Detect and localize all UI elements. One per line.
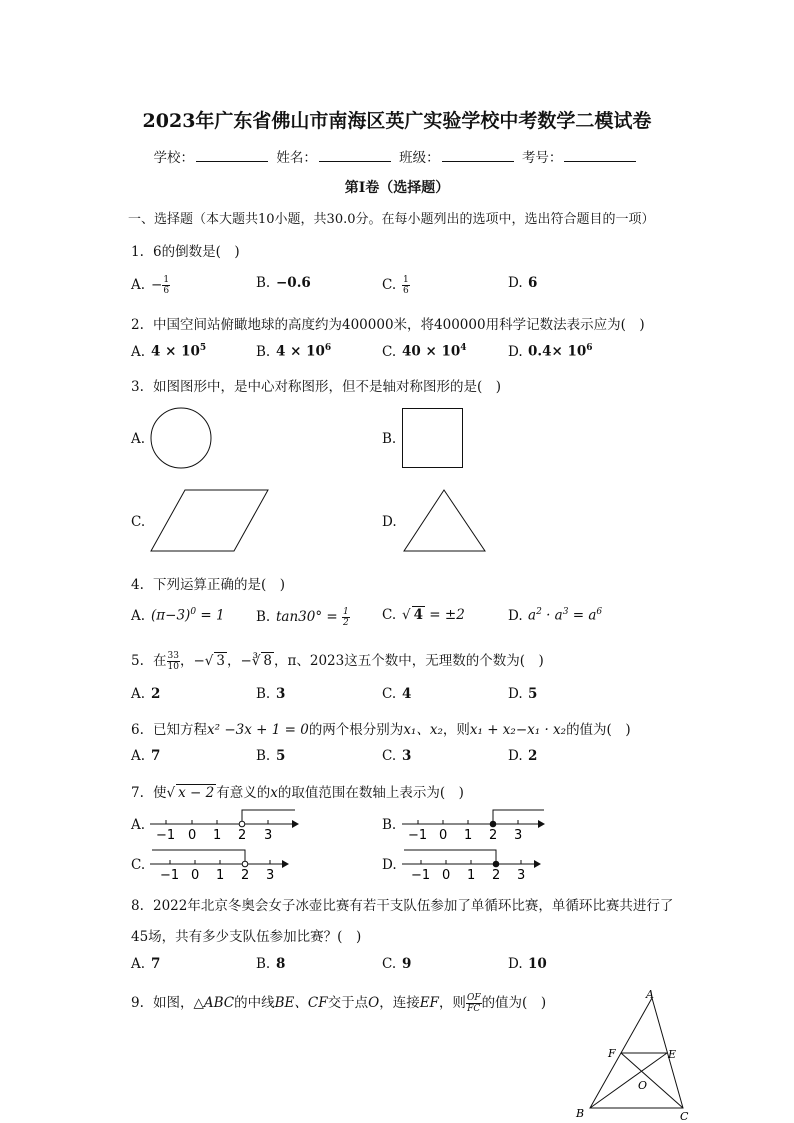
radicand: 4 bbox=[413, 607, 424, 623]
class-label: 班级： bbox=[399, 150, 440, 166]
name-label: 姓名： bbox=[276, 150, 317, 166]
tick-label: 0 bbox=[439, 828, 448, 843]
option-result: = 1 bbox=[196, 607, 225, 624]
exam-no-blank[interactable] bbox=[564, 149, 636, 162]
part-heading: 一、选择题（本大题共10小题，共30.0分。在每小题列出的选项中，选出符合题目的一项） bbox=[128, 212, 655, 227]
option-letter: A. bbox=[131, 607, 146, 624]
option-value: 4 bbox=[402, 686, 412, 702]
point-b-label: B bbox=[576, 1107, 585, 1120]
question-text: 的值为( ) bbox=[566, 722, 631, 738]
tick-label: 2 bbox=[492, 868, 501, 883]
option-value: 40 × 10 bbox=[402, 343, 461, 360]
school-blank[interactable] bbox=[196, 149, 268, 162]
question-text: 交于点 bbox=[327, 995, 369, 1011]
question-8-line2: 45场，共有多少支队伍参加比赛？( ) bbox=[131, 929, 362, 945]
triangle-name: △ABC bbox=[193, 995, 235, 1011]
question-text: 如图图形中，是中心对称图形，但不是轴对称图形的是( ) bbox=[153, 379, 502, 395]
exponent: 3 bbox=[562, 607, 569, 617]
tick-label: 1 bbox=[464, 828, 473, 843]
tick-label: −1 bbox=[156, 828, 176, 843]
option-letter: B. bbox=[256, 609, 271, 625]
question-text: ，π、2023这五个数中，无理数的个数为( ) bbox=[273, 653, 544, 669]
tick-label: −1 bbox=[411, 868, 431, 883]
question-9 bbox=[131, 991, 546, 1014]
q7-option-b-label[interactable]: B. bbox=[382, 817, 397, 833]
q4-option-b[interactable] bbox=[256, 607, 350, 628]
option-value: 8 bbox=[276, 956, 286, 972]
option-expr: · a bbox=[541, 607, 563, 624]
option-letter: C. bbox=[382, 686, 397, 702]
option-letter: C. bbox=[382, 277, 397, 293]
tick-label: 3 bbox=[266, 868, 275, 883]
point-f-label: F bbox=[608, 1047, 616, 1060]
q4-option-d[interactable] bbox=[508, 607, 602, 624]
question-text: 在 bbox=[153, 653, 167, 669]
question-text: 的中线 bbox=[234, 995, 275, 1011]
option-letter: A. bbox=[131, 956, 146, 972]
option-value: 3 bbox=[276, 686, 286, 702]
tick-label: 3 bbox=[264, 828, 273, 843]
denominator: 6 bbox=[163, 286, 170, 296]
q3-option-c-label[interactable]: C. bbox=[131, 514, 146, 530]
q1-option-a[interactable] bbox=[131, 275, 170, 296]
question-number: 5. bbox=[131, 653, 144, 669]
number-line-b bbox=[402, 808, 552, 844]
denominator: 2 bbox=[343, 618, 349, 628]
equation: x² −3x + 1 = 0 bbox=[207, 722, 309, 738]
number-line-d bbox=[402, 848, 552, 884]
option-letter: A. bbox=[131, 686, 146, 702]
question-number: 6. bbox=[131, 722, 144, 738]
option-value: 5 bbox=[528, 686, 538, 702]
question-text: ，则 bbox=[442, 722, 470, 738]
q4-option-a[interactable] bbox=[131, 607, 225, 624]
q8-option-b[interactable] bbox=[256, 956, 285, 972]
option-value: 4 × 10 bbox=[276, 343, 325, 360]
option-letter: D. bbox=[508, 686, 523, 702]
question-text: 6的倒数是( ) bbox=[153, 244, 240, 260]
radicand: x − 2 bbox=[178, 785, 215, 801]
q1-option-b[interactable] bbox=[256, 275, 311, 291]
q7-option-c-label[interactable]: C. bbox=[131, 857, 146, 873]
option-value: 9 bbox=[402, 956, 412, 972]
question-text: 有意义的 bbox=[216, 785, 271, 801]
point-o-label: O bbox=[638, 1079, 648, 1092]
exponent: 4 bbox=[460, 343, 467, 353]
option-expr: (π−3) bbox=[151, 607, 191, 624]
question-7 bbox=[131, 781, 464, 801]
q7-option-d-label[interactable]: D. bbox=[382, 857, 397, 873]
question-number: 8. bbox=[131, 898, 144, 914]
question-number: 3. bbox=[131, 379, 144, 395]
page-title: 2023年广东省佛山市南海区英广实验学校中考数学二模试卷 bbox=[142, 110, 652, 132]
question-text: 使 bbox=[153, 785, 167, 801]
option-value: 5 bbox=[276, 748, 286, 764]
exponent: 5 bbox=[199, 343, 207, 353]
triangle-shape bbox=[403, 489, 487, 553]
q5-option-d[interactable] bbox=[508, 686, 537, 702]
option-letter: D. bbox=[508, 275, 523, 291]
option-letter: C. bbox=[382, 607, 397, 623]
variable: x bbox=[270, 785, 278, 801]
exam-info bbox=[0, 146, 794, 166]
exam-no-label: 考号： bbox=[521, 150, 563, 166]
q6-option-a[interactable] bbox=[131, 748, 160, 764]
option-value: 7 bbox=[151, 956, 161, 972]
sqrt-icon: √ bbox=[402, 607, 411, 623]
q3-option-b-label[interactable]: B. bbox=[382, 431, 397, 447]
q6-option-b[interactable] bbox=[256, 748, 285, 764]
option-result: = ±2 bbox=[425, 607, 465, 623]
question-number: 7. bbox=[131, 785, 144, 801]
section-title: 第I卷（选择题） bbox=[344, 180, 450, 196]
option-value: −0.6 bbox=[276, 275, 311, 291]
median-names: BE、CF bbox=[274, 995, 328, 1011]
question-3 bbox=[131, 375, 501, 395]
q8-option-a[interactable] bbox=[131, 956, 160, 972]
option-letter: B. bbox=[256, 275, 271, 291]
option-letter: B. bbox=[256, 343, 271, 360]
question-text: 的值为( ) bbox=[481, 995, 547, 1011]
question-number: 2. bbox=[131, 317, 144, 333]
triangle-diagram bbox=[572, 988, 692, 1123]
q2-option-a[interactable] bbox=[131, 343, 206, 360]
exponent: 2 bbox=[536, 607, 542, 617]
q5-option-c[interactable] bbox=[382, 686, 411, 702]
question-text: 如图， bbox=[153, 995, 194, 1011]
q3-option-a-label[interactable]: A. bbox=[131, 431, 146, 447]
option-letter: D. bbox=[508, 748, 523, 764]
q6-option-d[interactable] bbox=[508, 748, 537, 764]
name-blank[interactable] bbox=[319, 149, 391, 162]
tick-label: 1 bbox=[467, 868, 476, 883]
option-value: 6 bbox=[528, 275, 538, 291]
option-expr: = a bbox=[568, 607, 597, 624]
tick-label: −1 bbox=[160, 868, 180, 883]
class-blank[interactable] bbox=[442, 149, 514, 162]
question-text: ，连接 bbox=[379, 995, 420, 1011]
option-letter: C. bbox=[382, 343, 397, 360]
question-1 bbox=[131, 240, 240, 260]
radicand: 3 bbox=[216, 653, 225, 669]
expression: x₁ + x₂−x₁ · x₂ bbox=[469, 722, 567, 738]
question-number: 9. bbox=[131, 995, 144, 1011]
parallelogram-shape bbox=[150, 489, 270, 553]
roots: x₁、x₂ bbox=[403, 722, 443, 738]
question-2 bbox=[131, 313, 645, 333]
question-number: 4. bbox=[131, 577, 144, 593]
q2-option-d[interactable] bbox=[508, 343, 593, 360]
option-value: 4 × 10 bbox=[151, 343, 200, 360]
q5-option-a[interactable] bbox=[131, 686, 160, 702]
tick-label: 1 bbox=[213, 828, 222, 843]
denominator: 10 bbox=[167, 662, 179, 672]
square-shape bbox=[402, 408, 464, 470]
segment-name: EF bbox=[419, 995, 439, 1011]
question-text: 中国空间站俯瞰地球的高度约为400000米，将400000用科学记数法表示应为( ) bbox=[153, 317, 645, 333]
number-line-a bbox=[150, 808, 300, 844]
q8-option-d[interactable] bbox=[508, 956, 547, 972]
q3-option-d-label[interactable]: D. bbox=[382, 514, 397, 530]
option-expr: a bbox=[528, 607, 537, 624]
option-letter: C. bbox=[382, 956, 397, 972]
question-text: 已知方程 bbox=[153, 722, 207, 738]
fraction bbox=[466, 993, 482, 1014]
option-letter: D. bbox=[508, 343, 523, 360]
option-letter: A. bbox=[131, 277, 146, 293]
denominator: 6 bbox=[403, 286, 409, 296]
fraction bbox=[402, 275, 410, 296]
numerator: 1 bbox=[163, 275, 170, 285]
sqrt-icon: √ bbox=[204, 653, 214, 669]
q6-option-c[interactable] bbox=[382, 748, 411, 764]
question-text: ，− bbox=[226, 653, 252, 669]
question-text: ，则 bbox=[438, 995, 466, 1011]
point-name: O bbox=[368, 995, 380, 1011]
option-value: 3 bbox=[402, 748, 412, 764]
numerator: OF bbox=[466, 993, 481, 1003]
question-4 bbox=[131, 573, 285, 593]
tick-label: −1 bbox=[408, 828, 428, 843]
point-a-label: A bbox=[646, 988, 654, 1001]
tick-label: 2 bbox=[241, 868, 250, 883]
q2-option-c[interactable] bbox=[382, 343, 467, 360]
option-letter: D. bbox=[508, 956, 523, 972]
tick-label: 0 bbox=[191, 868, 200, 883]
radicand: 8 bbox=[263, 653, 272, 669]
fraction bbox=[342, 607, 350, 628]
option-value: 2 bbox=[528, 748, 538, 764]
option-letter: A. bbox=[131, 343, 146, 360]
tick-label: 1 bbox=[216, 868, 225, 883]
fraction bbox=[167, 651, 180, 672]
question-text: 的两个根分别为 bbox=[308, 722, 404, 738]
q5-option-b[interactable] bbox=[256, 686, 285, 702]
option-value: 0.4× 10 bbox=[528, 343, 587, 360]
option-letter: B. bbox=[256, 686, 271, 702]
q1-option-d[interactable] bbox=[508, 275, 537, 291]
cbrt-icon: ∛ bbox=[251, 653, 261, 669]
option-letter: A. bbox=[131, 748, 146, 764]
option-expr: tan30° = bbox=[276, 609, 342, 625]
point-c-label: C bbox=[680, 1110, 689, 1123]
tick-label: 0 bbox=[442, 868, 451, 883]
school-label: 学校： bbox=[153, 150, 195, 166]
point-e-label: E bbox=[668, 1048, 677, 1061]
sqrt-icon: √ bbox=[166, 785, 176, 801]
tick-label: 0 bbox=[188, 828, 197, 843]
circle-shape bbox=[150, 407, 214, 471]
option-letter: B. bbox=[256, 956, 271, 972]
numerator: 1 bbox=[343, 607, 349, 617]
q4-option-c[interactable] bbox=[382, 607, 465, 623]
exponent: 6 bbox=[586, 343, 593, 353]
exponent: 6 bbox=[324, 343, 332, 353]
exponent: 0 bbox=[190, 607, 197, 617]
option-value: 10 bbox=[528, 956, 547, 972]
question-5 bbox=[131, 649, 544, 672]
question-text: 下列运算正确的是( ) bbox=[153, 577, 286, 593]
q2-option-b[interactable] bbox=[256, 343, 331, 360]
tick-label: 2 bbox=[238, 828, 247, 843]
numerator: 1 bbox=[403, 275, 409, 285]
question-number: 1. bbox=[131, 244, 144, 260]
q7-option-a-label[interactable]: A. bbox=[131, 817, 146, 833]
option-letter: B. bbox=[256, 748, 271, 764]
question-6 bbox=[131, 718, 631, 738]
tick-label: 2 bbox=[489, 828, 498, 843]
q1-option-c[interactable] bbox=[382, 275, 410, 296]
option-sign: − bbox=[151, 277, 163, 293]
question-8 bbox=[131, 894, 673, 914]
question-text: ，− bbox=[179, 653, 205, 669]
option-value: 2 bbox=[151, 686, 161, 702]
option-value: 7 bbox=[151, 748, 161, 764]
fraction bbox=[162, 275, 170, 296]
numerator: 33 bbox=[167, 651, 179, 661]
tick-label: 3 bbox=[514, 828, 523, 843]
number-line-c bbox=[150, 848, 300, 884]
denominator: FC bbox=[467, 1004, 481, 1014]
option-letter: D. bbox=[508, 607, 523, 624]
question-text: 2022年北京冬奥会女子冰壶比赛有若干支队伍参加了单循环比赛，单循环比赛共进行了 bbox=[153, 898, 674, 914]
option-letter: C. bbox=[382, 748, 397, 764]
question-text: 的取值范围在数轴上表示为( ) bbox=[277, 785, 464, 801]
q8-option-c[interactable] bbox=[382, 956, 411, 972]
tick-label: 3 bbox=[517, 868, 526, 883]
exponent: 6 bbox=[596, 607, 603, 617]
